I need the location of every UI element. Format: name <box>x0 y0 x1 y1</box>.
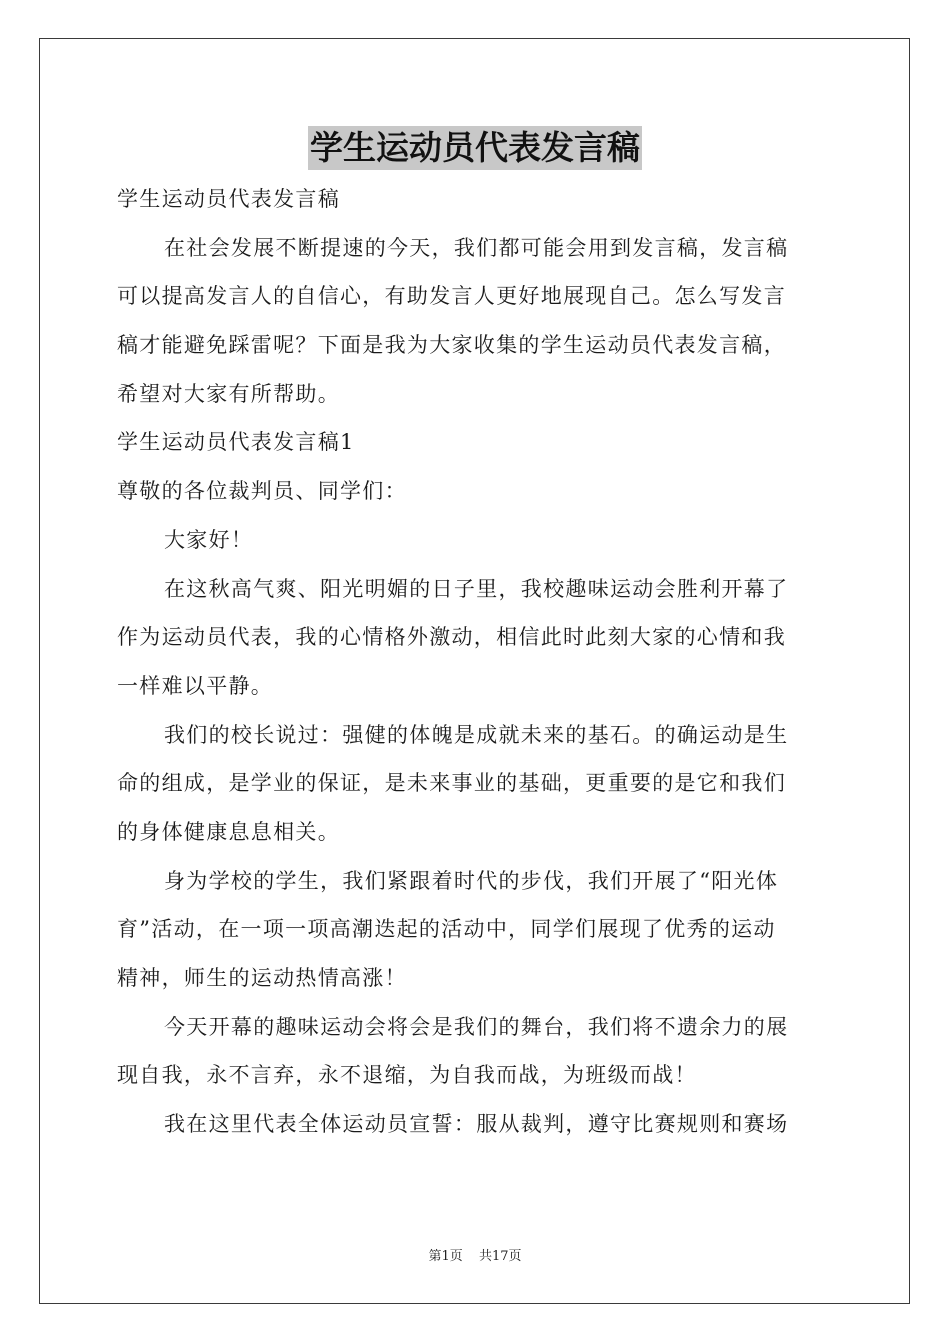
page-total: 共17页 <box>478 1249 522 1264</box>
text-line: 在这秋高气爽、阳光明媚的日子里，我校趣味运动会胜利开幕了 <box>164 576 789 601</box>
page-number: 第1页 <box>428 1249 463 1264</box>
text-line: 一样难以平静。 <box>117 673 274 698</box>
text-line: 尊敬的各位裁判员、同学们： <box>117 479 407 504</box>
text-line: 大家好！ <box>164 527 254 552</box>
text-line: 在社会发展不断提速的今天，我们都可能会用到发言稿，发言稿 <box>164 235 789 260</box>
text-line: 育”活动，在一项一项高潮迭起的活动中，同学们展现了优秀的运动 <box>117 917 776 942</box>
document-body <box>117 175 833 1149</box>
text-line: 学生运动员代表发言稿 <box>117 187 340 211</box>
text-line: 学生运动员代表发言稿1 <box>117 430 355 455</box>
text-line: 命的组成，是学业的保证，是未来事业的基础，更重要的是它和我们 <box>117 771 786 796</box>
text-line: 希望对大家有所帮助。 <box>117 381 340 406</box>
text-line: 精神，师生的运动热情高涨！ <box>117 966 407 990</box>
text-line: 我在这里代表全体运动员宣誓：服从裁判，遵守比赛规则和赛场 <box>164 1112 789 1137</box>
text-line: 可以提高发言人的自信心，有助发言人更好地展现自己。怎么写发言 <box>117 284 786 309</box>
text-line: 今天开幕的趣味运动会将会是我们的舞台，我们将不遗余力的展 <box>164 1014 789 1039</box>
text-line: 稿才能避免踩雷呢？下面是我为大家收集的学生运动员代表发言稿， <box>117 333 786 358</box>
text-line: 身为学校的学生，我们紧跟着时代的步伐，我们开展了“阳光体 <box>164 868 779 893</box>
text-line: 的身体健康息息相关。 <box>117 819 340 844</box>
document-title: 学生运动员代表发言稿 <box>308 126 642 170</box>
page-footer <box>0 1245 950 1264</box>
title-container <box>0 126 950 170</box>
text-line: 我们的校长说过：强健的体魄是成就未来的基石。的确运动是生 <box>164 722 789 747</box>
text-line: 现自我，永不言弃，永不退缩，为自我而战，为班级而战！ <box>117 1063 697 1088</box>
text-line: 作为运动员代表，我的心情格外激动，相信此时此刻大家的心情和我 <box>117 625 786 650</box>
